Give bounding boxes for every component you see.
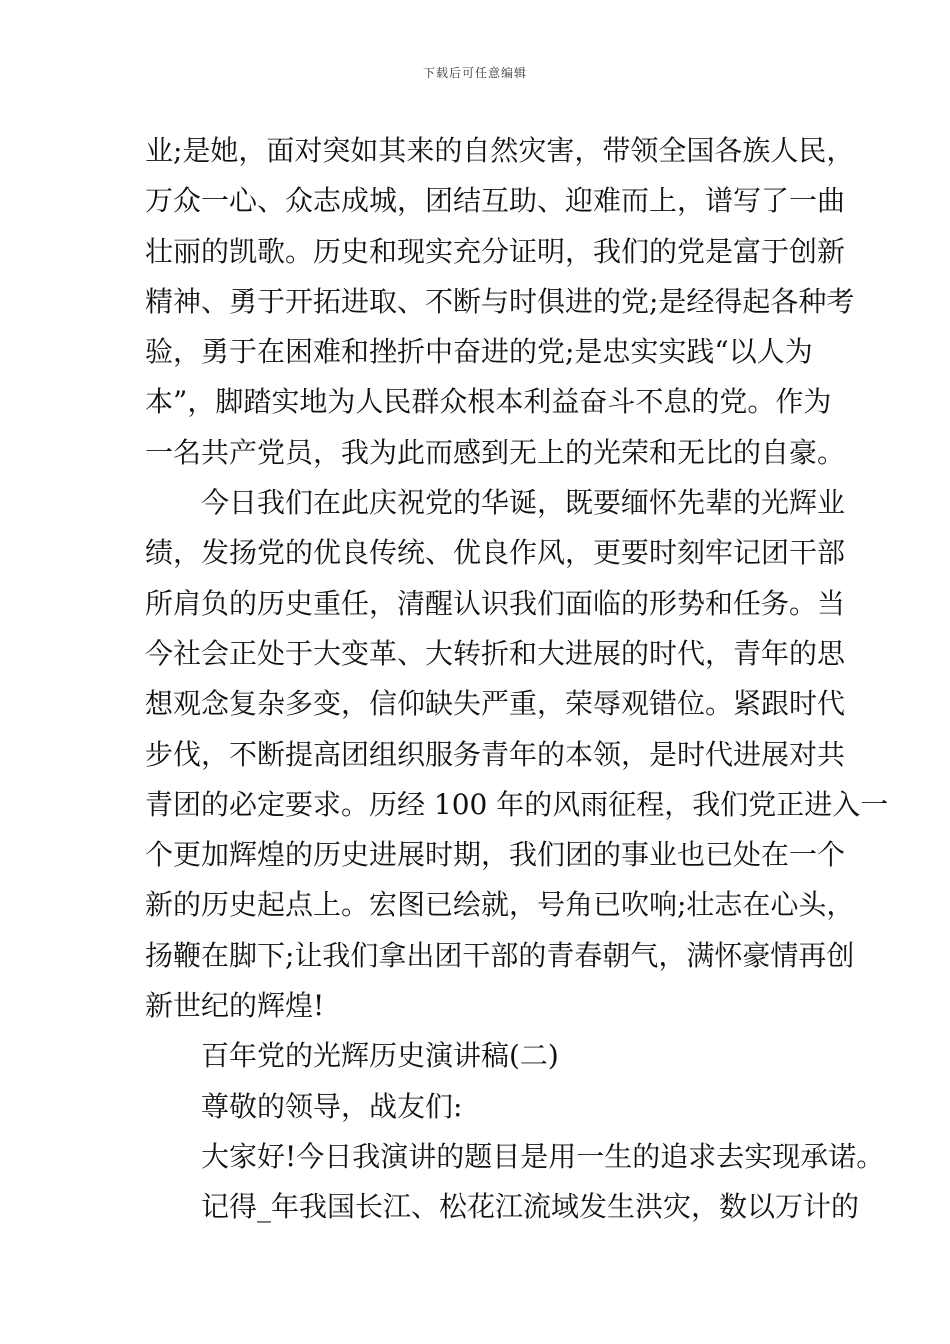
text-line: 今社会正处于大变革、大转折和大进展的时代，青年的思 [145, 636, 846, 670]
text-line: 步伐，不断提高团组织服务青年的本领，是时代进展对共 [145, 737, 846, 771]
text-line: 新的历史起点上。宏图已绘就，号角已吹响;壮志在心头， [145, 888, 855, 922]
text-line: 想观念复杂多变，信仰缺失严重，荣辱观错位。紧跟时代 [145, 687, 846, 721]
page-header: 下载后可任意编辑 [422, 66, 527, 80]
document-body [145, 126, 889, 1233]
text-line: 业;是她，面对突如其来的自然灾害，带领全国各族人民， [145, 134, 855, 167]
paragraph-start-line: 记得_年我国长江、松花江流域发生洪灾，数以万计的 [201, 1190, 860, 1224]
text-line: 绩，发扬党的优良传统、优良作风，更要时刻牢记团干部 [145, 536, 846, 570]
text-line: 壮丽的凯歌。历史和现实充分证明，我们的党是富于创新 [145, 234, 846, 268]
text-line: 精神、勇于开拓进取、不断与时俱进的党;是经得起各种考 [145, 284, 855, 318]
text-line: 验，勇于在困难和挫折中奋进的党;是忠实实践“以人为 [145, 335, 813, 369]
text-line: 万众一心、众志成城，团结互助、迎难而上，谱写了一曲 [145, 184, 846, 218]
text-line: 所肩负的历史重任，清醒认识我们面临的形势和任务。当 [145, 586, 846, 620]
section-title: 百年党的光辉历史演讲稿(二) [201, 1039, 559, 1073]
paragraph-start-line: 今日我们在此庆祝党的华诞，既要缅怀先辈的光辉业 [201, 486, 846, 520]
text-line: 青团的必定要求。历经 100 年的风雨征程，我们党正进入一 [145, 787, 889, 821]
text-line: 扬鞭在脚下;让我们拿出团干部的青春朝气，满怀豪情再创 [145, 938, 855, 972]
text-line: 新世纪的辉煌! [145, 989, 325, 1023]
text-line: 一名共产党员，我为此而感到无上的光荣和无比的自豪。 [145, 435, 846, 469]
text-line: 本”，脚踏实地为人民群众根本利益奋斗不息的党。作为 [145, 385, 832, 419]
salutation-line: 尊敬的领导，战友们: [201, 1089, 463, 1123]
text-line: 个更加辉煌的历史进展时期，我们团的事业也已处在一个 [145, 838, 846, 872]
greeting-line: 大家好!今日我演讲的题目是用一生的追求去实现承诺。 [201, 1139, 885, 1173]
